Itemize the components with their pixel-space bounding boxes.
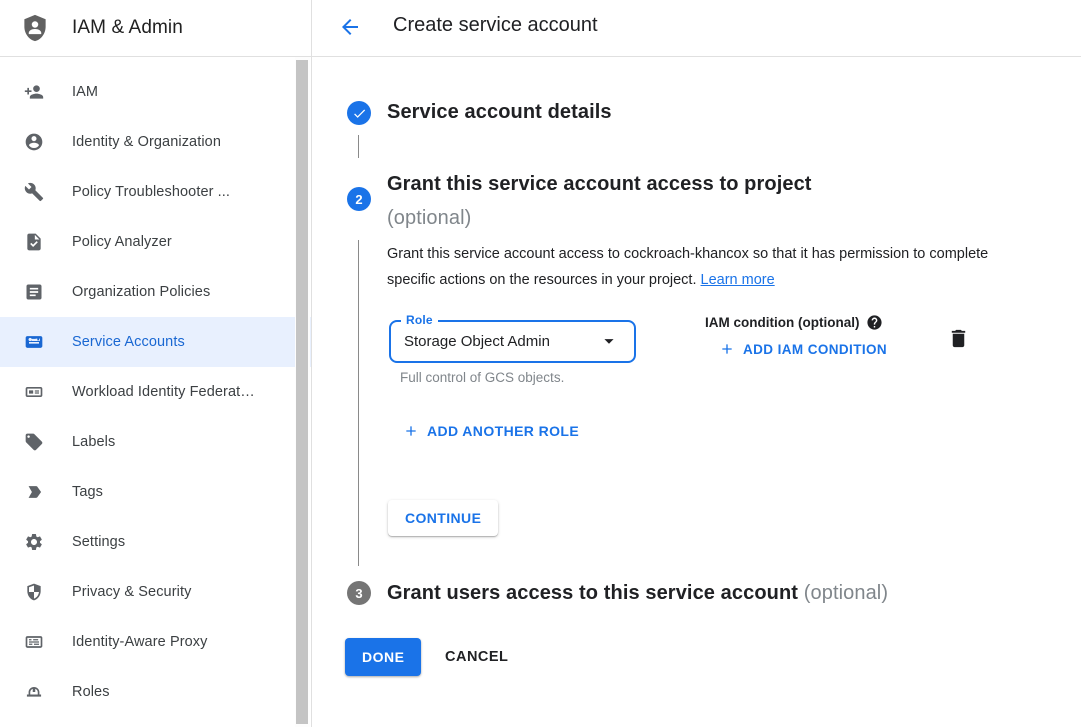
continue-button[interactable]: CONTINUE [388, 500, 498, 536]
sidebar-item-roles[interactable] [0, 667, 311, 717]
tag-arrow-icon [24, 482, 44, 502]
sidebar-item-label: Organization Policies [72, 284, 211, 300]
sidebar-item-service-accounts[interactable] [0, 317, 311, 367]
delete-role-button[interactable] [945, 327, 971, 353]
step3-title [387, 582, 888, 605]
service-account-key-icon [24, 332, 44, 352]
wrench-icon [24, 182, 44, 202]
sidebar-item-policy-troubleshooter[interactable] [0, 167, 311, 217]
sidebar-item-label: Privacy & Security [72, 584, 192, 600]
step-connector-line [358, 135, 359, 158]
role-selected-value: Storage Object Admin [404, 333, 550, 350]
sidebar-item-label: Tags [72, 484, 104, 500]
step2-badge [347, 187, 371, 211]
sidebar-title: IAM & Admin [72, 17, 183, 38]
sidebar-item-label: Identity-Aware Proxy [72, 634, 208, 650]
article-icon [24, 282, 44, 302]
step2-title-optional: (optional) [387, 207, 472, 229]
label-tag-icon [24, 432, 44, 452]
add-another-role-label: ADD ANOTHER ROLE [427, 423, 580, 439]
plus-icon [403, 423, 427, 439]
role-helper-text: Full control of GCS objects. [400, 370, 565, 385]
person-add-icon [24, 82, 44, 102]
description-line1: Grant this service account access to cockroach-khancox so that it has permission [387, 246, 914, 262]
add-iam-condition-button[interactable] [719, 341, 887, 357]
sidebar-nav [0, 57, 311, 717]
step3-number: 3 [355, 585, 363, 601]
help-icon[interactable] [866, 314, 883, 331]
step1-completed-badge [347, 101, 371, 125]
description-line2: to complete specific actions on the resources in your project. [387, 246, 989, 288]
sidebar-scrollbar-track [295, 57, 310, 727]
page-title: Create service account [393, 14, 598, 36]
step2-description [387, 242, 991, 293]
sidebar [0, 0, 312, 727]
add-another-role-button[interactable] [403, 423, 579, 439]
back-button[interactable] [337, 15, 363, 41]
sidebar-item-privacy-security[interactable] [0, 567, 311, 617]
iam-shield-logo-icon [20, 12, 50, 44]
iam-condition-section [705, 314, 883, 331]
plus-icon [719, 341, 743, 357]
sidebar-item-policy-analyzer[interactable] [0, 217, 311, 267]
sidebar-item-workload-identity-federation[interactable] [0, 367, 311, 417]
step2-title-line1: Grant this service account access to project [387, 173, 812, 195]
step3-title-text: Grant users access to this service account [387, 582, 799, 604]
step2-number: 2 [355, 191, 363, 207]
sidebar-item-label: Policy Troubleshooter ... [72, 184, 231, 200]
step2-title [387, 167, 812, 235]
role-dropdown[interactable] [389, 313, 636, 363]
gear-icon [24, 532, 44, 552]
main-header [312, 0, 1081, 57]
done-button[interactable]: DONE [345, 638, 421, 676]
cancel-button[interactable]: CANCEL [445, 644, 508, 670]
sidebar-header [0, 0, 311, 57]
step-connector-line [358, 240, 359, 566]
document-check-icon [24, 232, 44, 252]
sidebar-item-identity-organization[interactable] [0, 117, 311, 167]
sidebar-item-label: IAM [72, 84, 99, 100]
sidebar-item-label: Identity & Organization [72, 134, 221, 150]
sidebar-item-identity-aware-proxy[interactable] [0, 617, 311, 667]
role-field-label: Role [401, 313, 438, 327]
sidebar-item-labels[interactable] [0, 417, 311, 467]
check-icon [352, 106, 367, 121]
arrow-back-icon [338, 15, 362, 39]
sidebar-item-label: Roles [72, 684, 110, 700]
sidebar-item-settings[interactable] [0, 517, 311, 567]
step3-badge [347, 581, 371, 605]
sidebar-item-organization-policies[interactable] [0, 267, 311, 317]
step3-title-optional: (optional) [803, 582, 889, 604]
iam-condition-label: IAM condition (optional) [705, 315, 860, 330]
sidebar-scrollbar[interactable] [296, 60, 308, 724]
sidebar-item-label: Policy Analyzer [72, 234, 172, 250]
step1-title: Service account details [387, 101, 612, 123]
hard-hat-icon [24, 682, 44, 702]
sidebar-item-tags[interactable] [0, 467, 311, 517]
add-iam-condition-label: ADD IAM CONDITION [743, 341, 888, 357]
dropdown-arrow-icon [598, 330, 620, 357]
main-panel [312, 0, 1081, 727]
proxy-icon [24, 632, 44, 652]
sidebar-item-iam[interactable] [0, 67, 311, 117]
trash-icon [947, 327, 970, 350]
account-circle-icon [24, 132, 44, 152]
sidebar-item-label: Service Accounts [72, 334, 185, 350]
sidebar-item-label: Workload Identity Federat… [72, 384, 255, 400]
card-icon [24, 382, 44, 402]
shield-icon [24, 582, 44, 602]
learn-more-link[interactable]: Learn more [700, 271, 775, 288]
sidebar-item-label: Settings [72, 534, 126, 550]
sidebar-item-label: Labels [72, 434, 116, 450]
